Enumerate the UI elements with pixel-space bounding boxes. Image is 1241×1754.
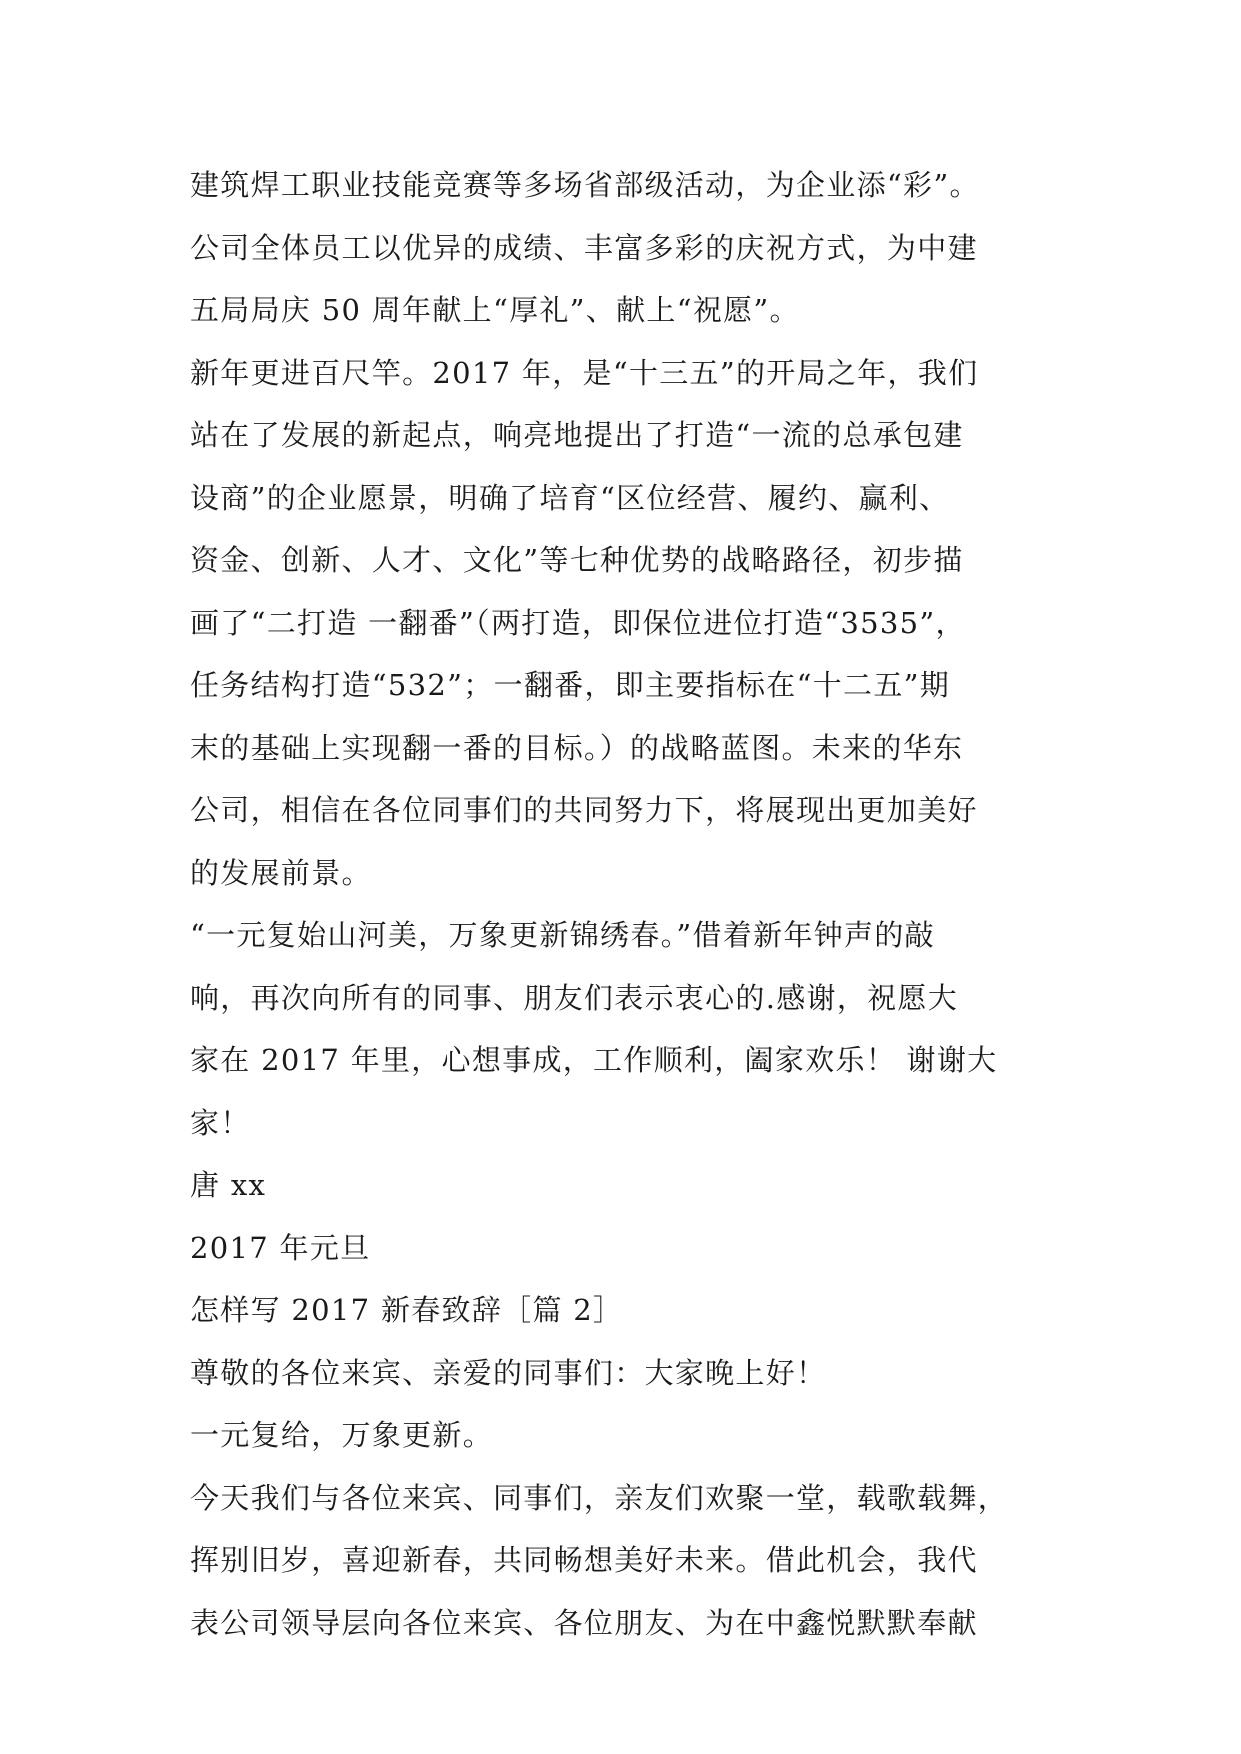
- text-line: 建筑焊工职业技能竞赛等多场省部级活动，为企业添“彩”。: [190, 168, 980, 202]
- signature-name: 唐 xx: [190, 1168, 267, 1202]
- section-heading: 怎样写 2017 新春致辞［篇 2］: [190, 1293, 624, 1327]
- salutation: 尊敬的各位来宾、亲爱的同事们：大家晚上好！: [190, 1355, 827, 1390]
- text-line: 响，再次向所有的同事、朋友们表示衷心的.感谢，祝愿大: [190, 980, 959, 1015]
- text-line: 公司全体员工以优异的成绩、丰富多彩的庆祝方式，为中建: [190, 230, 978, 265]
- signature-date: 2017 年元旦: [190, 1230, 371, 1265]
- text-line: 挥别旧岁，喜迎新春，共同畅想美好未来。借此机会，我代: [190, 1543, 978, 1577]
- text-line: “一元复始山河美，万象更新锦绣春。”借着新年钟声的敲: [190, 918, 935, 952]
- text-line: 任务结构打造“532”；一翻番，即主要指标在“十二五”期: [190, 668, 951, 702]
- document-body: [190, 154, 1070, 1654]
- text-line: 新年更进百尺竿。2017 年，是“十三五”的开局之年，我们: [190, 355, 979, 390]
- text-line: 资金、创新、人才、文化”等七种优势的战略路径，初步描: [190, 543, 964, 577]
- text-line: 五局局庆 50 周年献上“厚礼”、献上“祝愿”。: [190, 293, 800, 327]
- text-line: 一元复给，万象更新。: [190, 1418, 494, 1452]
- text-line: 的发展前景。: [190, 855, 372, 890]
- text-line: 家在 2017 年里，心想事成，工作顺利，阖家欢乐！ 谢谢大: [190, 1043, 998, 1077]
- text-line: 站在了发展的新起点，响亮地提出了打造“一流的总承包建: [190, 418, 964, 452]
- text-line: 家！: [190, 1105, 251, 1140]
- text-line: 末的基础上实现翻一番的目标。）的战略蓝图。未来的华东: [190, 730, 964, 765]
- text-line: 画了“二打造 一翻番”（两打造，即保位进位打造“3535”，: [190, 605, 966, 640]
- text-line: 公司，相信在各位同事们的共同努力下，将展现出更加美好: [190, 793, 978, 827]
- text-line: 表公司领导层向各位来宾、各位朋友、为在中鑫悦默默奉献: [190, 1605, 978, 1640]
- text-line: 设商”的企业愿景，明确了培育“区位经营、履约、赢利、: [190, 480, 950, 515]
- text-line: 今天我们与各位来宾、同事们，亲友们欢聚一堂，载歌载舞，: [190, 1480, 1009, 1515]
